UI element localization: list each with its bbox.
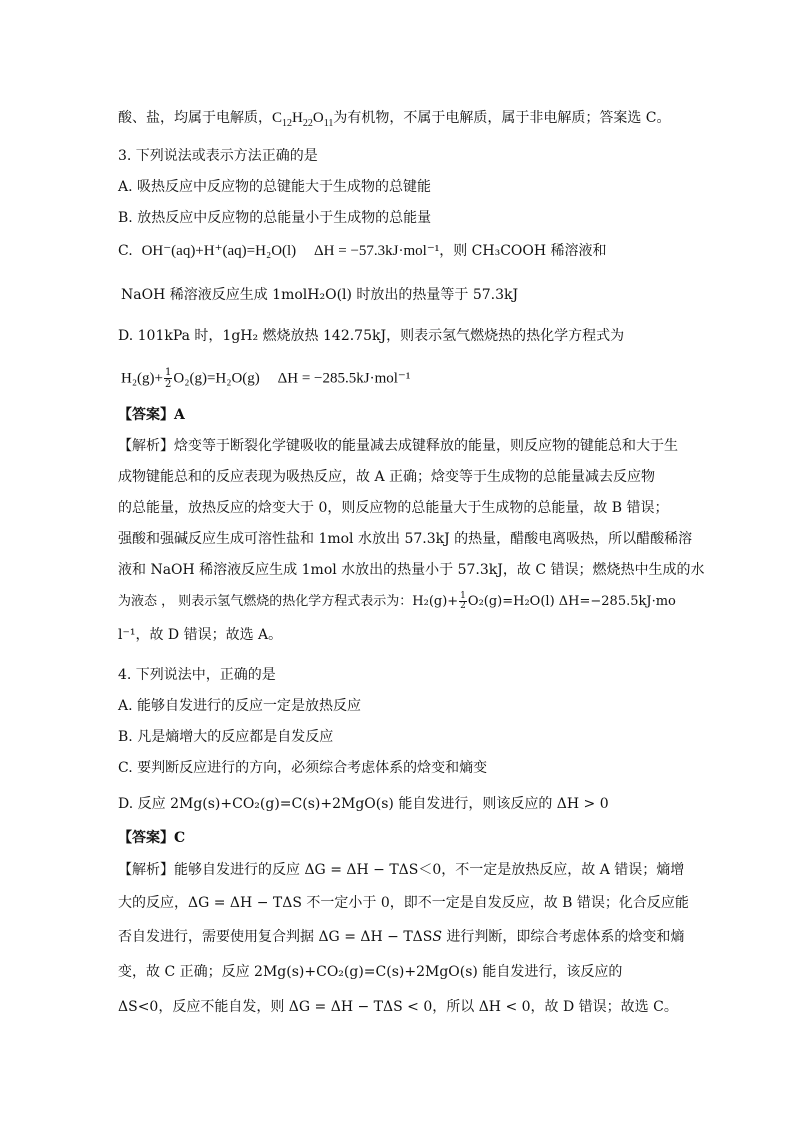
text-span: 酸、盐，均属于电解质， <box>118 110 272 126</box>
question-4-option-d: D. 反应 2Mg(s)+CO₂(g)=C(s)+2MgO(s) 能自发进行，则该反应的 ΔH > 0 <box>118 796 609 812</box>
question-4-explanation: 变，故 C 正确；反应 2Mg(s)+CO₂(g)=C(s)+2MgO(s) 能自发进行，该反应的 <box>118 964 623 980</box>
text-line <box>118 108 671 134</box>
question-3-explanation: 成物键能总和的反应表现为吸热反应，故 A 正确；焓变等于生成物的总能量减去反应物 <box>118 469 656 485</box>
question-4-option-a: A. 能够自发进行的反应一定是放热反应 <box>118 698 362 714</box>
question-3-option-a: A. 吸热反应中反应物的总键能大于生成物的总键能 <box>118 179 432 195</box>
question-4-stem: 4. 下列说法中，正确的是 <box>118 667 276 683</box>
equation-part: H₂(g)+ <box>121 370 164 387</box>
question-4-explanation: 否自发进行，需要使用复合判据 ΔG = ΔH − TΔS𝑆 进行判断，即综合考虑体系的焓变和熵 <box>118 929 685 945</box>
text-span: ，则 CH₃COOH 稀溶液和 <box>439 243 607 259</box>
question-4-explanation: ΔS<0，反应不能自发，则 ΔG = ΔH − TΔS < 0，所以 ΔH < 0，故 D 错误；故选 C。 <box>118 999 678 1015</box>
question-3-explanation <box>118 592 676 612</box>
question-4-explanation: 大的反应，ΔG = ΔH − TΔS 不一定小于 0，即不一定是自发反应，故 B 错误；化合反应能 <box>118 895 689 911</box>
question-3-explanation: 液和 NaOH 稀溶液反应生成 1mol 水放出的热量小于 57.3kJ，故 C 错误；燃烧热中生成的水 <box>118 562 705 578</box>
question-3-option-b: B. 放热反应中反应物的总能量小于生成物的总能量 <box>118 210 432 226</box>
equation-part: O₂(g)=H₂O(g) <box>173 370 260 387</box>
fraction: $\frac{1}{2}$ <box>460 591 466 611</box>
question-3-option-d-equation <box>121 367 410 390</box>
question-4-explanation: 【解析】能够自发进行的反应 ΔG = ΔH − TΔS＜0，不一定是放热反应，故 A 错误；熵增 <box>118 862 685 878</box>
question-3-explanation: 的总能量，放热反应的焓变大于 0，则反应物的总能量大于生成物的总能量，故 B 错误； <box>118 500 669 516</box>
fraction: $\frac{1}{2}$ <box>165 367 172 390</box>
enthalpy-value: ΔH = −57.3kJ·mol⁻¹ <box>314 243 440 259</box>
question-3-option-d: D. 101kPa 时，1gH₂ 燃烧放热 142.75kJ，则表示氢气燃烧热的热化学方程式为 <box>118 328 625 344</box>
question-3-explanation: l⁻¹，故 D 错误；故选 A。 <box>118 627 283 643</box>
enthalpy-value: ΔH = −285.5kJ·mol⁻¹ <box>277 370 411 387</box>
text-span: 为液态 ， 则表示氢气燃烧的热化学方程式表示为：H₂(g)+ <box>118 594 459 609</box>
equation: OH⁻(aq)+H⁺(aq)=H₂O(l) <box>141 243 297 259</box>
question-3-stem: 3. 下列说法或表示方法正确的是 <box>118 148 318 164</box>
option-label: C. <box>118 243 133 259</box>
text-span: 为有机物，不属于电解质，属于非电解质；答案选 C。 <box>333 110 671 126</box>
question-4-option-b: B. 凡是熵增大的反应都是自发反应 <box>118 729 334 745</box>
question-4-option-c: C. 要判断反应进行的方向，必须综合考虑体系的焓变和熵变 <box>118 760 488 776</box>
question-3-option-c <box>118 241 607 261</box>
question-3-answer: 【答案】A <box>118 407 185 423</box>
question-3-option-c-continued: NaOH 稀溶液反应生成 1molH₂O(l) 时放出的热量等于 57.3kJ <box>121 287 519 303</box>
text-span: O₂(g)=H₂O(l) ΔH=−285.5kJ·mo <box>467 594 676 609</box>
question-4-answer: 【答案】C <box>118 830 186 846</box>
question-3-explanation: 【解析】焓变等于断裂化学键吸收的能量减去成键释放的能量，则反应物的键能总和大于生 <box>118 438 678 454</box>
formula-c12h22o11: $C_{12}H_{22}O_{11}$ <box>272 110 334 129</box>
question-3-explanation: 强酸和强碱反应生成可溶性盐和 1mol 水放出 57.3kJ 的热量，醋酸电离吸热，所以醋酸稀溶 <box>118 531 693 547</box>
